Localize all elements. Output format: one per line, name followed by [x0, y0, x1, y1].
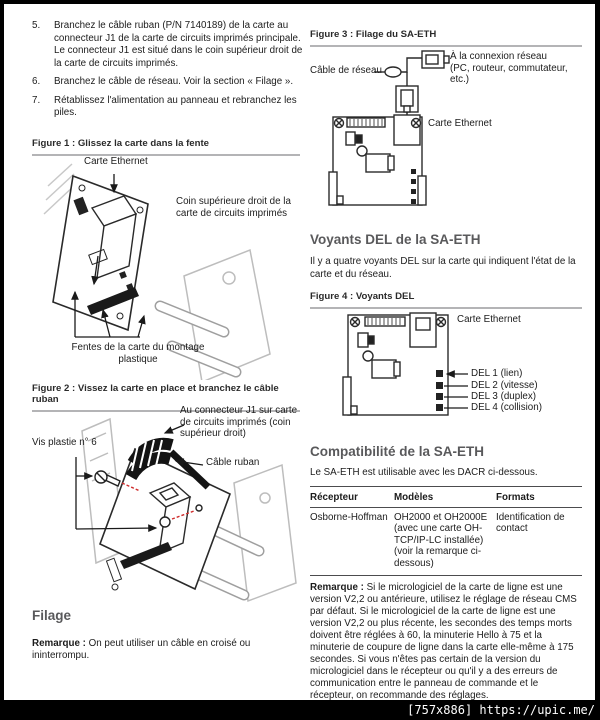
table-cell-recepteur: Osborne-Hoffman: [310, 511, 388, 523]
label-del1: DEL 1 (lien): [471, 368, 523, 379]
step-number: 6.: [32, 76, 41, 87]
remark-text: On peut utiliser un câble en croisé ou ininterrompu.: [32, 638, 251, 661]
step-text: Rétablissez l'alimentation au panneau et rebranchez les piles.: [54, 94, 297, 118]
compat-section: [310, 486, 582, 700]
label-carte-ethernet: Carte Ethernet: [457, 314, 521, 325]
watermark-bar: [0, 700, 600, 720]
heading-filage: Filage: [32, 608, 72, 623]
table-cell-modeles: OH2000 et OH2000E (avec une carte OH-TCP/IP-LC installée) (voir la remarque ci-dessous): [394, 511, 488, 569]
figure4-caption: Figure 4 : Voyants DEL: [310, 291, 582, 309]
label-carte-ethernet: Carte Ethernet: [84, 156, 148, 167]
step-text: Branchez le câble de réseau. Voir la section « Filage ».: [54, 76, 294, 87]
compat-table: [310, 486, 582, 576]
col-header-formats: Formats: [496, 487, 582, 508]
compat-remark: [310, 582, 582, 700]
compat-intro: Le SA-ETH est utilisable avec les DACR ci-dessous.: [310, 467, 538, 478]
step-item: [32, 95, 308, 120]
step-number: 5.: [32, 20, 41, 31]
col-header-modeles: Modèles: [394, 487, 496, 508]
label-connexion-line2: (PC, routeur, commutateur, etc.): [450, 62, 568, 85]
heading-compatibilite: Compatibilité de la SA-ETH: [310, 444, 485, 459]
figure3-caption: Figure 3 : Filage du SA-ETH: [310, 29, 582, 47]
figure2: [32, 401, 300, 613]
remark-label: Remarque :: [32, 638, 86, 649]
col-header-recepteur: Récepteur: [310, 487, 394, 508]
ethernet-board: [343, 313, 448, 415]
heading-voyants: Voyants DEL de la SA-ETH: [310, 232, 481, 247]
step-number: 7.: [32, 94, 41, 106]
remark-text: Si le micrologiciel de la carte de ligne est une version V2,2 ou antérieure, utilisez le réglage de réseau CMS par défaut. Si le micrologiciel de la carte de ligne est une version V2,2 ou plus récente, les secondes des temps morts doivent être réglées à 60, la minuterie Hello à 75 et la minuterie de coupure de ligne dans la carte elle-même à 175 secondes. Si vous n'êtes pas certain de la version du micrologiciel dans le récepteur ou qu'il y a des erreurs de communication entre le panneau de commande et le récepteur, on recommande des réglages.: [310, 582, 577, 700]
figure3: [310, 48, 582, 218]
label-del4: DEL 4 (collision): [471, 402, 542, 413]
voyants-body: Il y a quatre voyants DEL sur la carte qui indiquent l'état de la carte et du réseau.: [310, 256, 576, 280]
label-cable-reseau: Câble de réseau: [310, 65, 382, 76]
instruction-steps: [32, 20, 308, 126]
step-item: [32, 20, 308, 70]
label-connexion-reseau: [450, 51, 582, 86]
filage-remark: [32, 638, 306, 662]
label-connexion-line1: À la connexion réseau: [450, 51, 547, 62]
label-vis-plastie: Vis plastie n° 6: [32, 437, 97, 448]
figure1: [32, 156, 300, 380]
table-cell-formats: Identification de contact: [496, 511, 565, 534]
figure2-caption: Figure 2 : Vissez la carte en place et branchez le câble ruban: [32, 383, 300, 412]
figure4: [310, 308, 582, 438]
label-connecteur-j1: Au connecteur J1 sur carte de circuits imprimés (coin supérieur droit): [180, 405, 298, 439]
label-carte-ethernet: Carte Ethernet: [428, 118, 492, 129]
watermark-text: [757x886] https://upic.me/: [407, 703, 595, 717]
table-row: [310, 507, 582, 576]
label-coin-superieur: Coin supérieure droit de la carte de circuits imprimés: [176, 196, 291, 219]
label-fentes: Fentes de la carte du montage plastique: [71, 342, 205, 365]
label-del2: DEL 2 (vitesse): [471, 380, 538, 391]
remark-label: Remarque :: [310, 582, 364, 593]
figure1-caption: Figure 1 : Glissez la carte dans la fente: [32, 138, 300, 156]
label-del3: DEL 3 (duplex): [471, 391, 536, 402]
step-text: Branchez le câble ruban (P/N 7140189) de la carte au connecteur J1 de la carte de circuits imprimés principale. Le connecteur J1 est situé dans le coin supérieur droit de la carte de circuits imprimés.: [54, 20, 303, 69]
step-item: [32, 76, 308, 89]
document-page: [4, 4, 595, 700]
table-header-row: [310, 487, 582, 508]
mount-panel: [234, 465, 296, 601]
label-cable-ruban: Câble ruban: [206, 457, 260, 468]
network-cable: [374, 51, 449, 112]
